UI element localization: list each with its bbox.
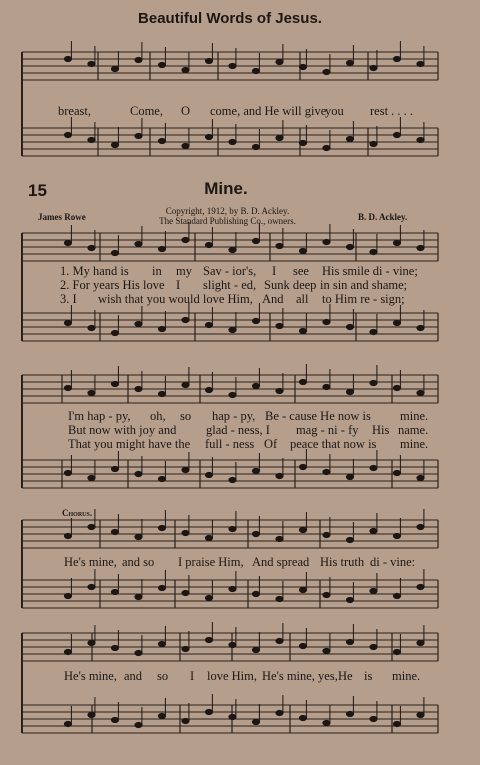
note-head — [182, 237, 189, 242]
note-head — [158, 138, 165, 143]
note-head — [393, 240, 400, 245]
note-head — [299, 248, 306, 253]
note-head — [393, 721, 400, 726]
note-head — [323, 239, 330, 244]
note-head — [393, 533, 400, 538]
note-head — [135, 241, 142, 246]
note-head — [276, 388, 283, 393]
note-head — [111, 330, 118, 335]
note-head — [346, 474, 353, 479]
note-head — [135, 57, 142, 62]
author: James Rowe — [38, 212, 86, 222]
note-head — [393, 320, 400, 325]
note-head — [135, 650, 142, 655]
note-head — [393, 132, 400, 137]
note-head — [205, 535, 212, 540]
note-head — [346, 711, 353, 716]
note-head — [111, 142, 118, 147]
note-head — [323, 384, 330, 389]
note-head — [64, 533, 71, 538]
note-head — [88, 524, 95, 529]
hymn-number: 15 — [28, 181, 47, 200]
copyright-line-1: Copyright, 1912, by B. D. Ackley. — [165, 206, 290, 216]
note-head — [64, 320, 71, 325]
note-head — [323, 532, 330, 537]
note-head — [346, 597, 353, 602]
note-head — [299, 464, 306, 469]
previous-lyric-6: rest . . . . — [370, 104, 414, 118]
note-head — [64, 240, 71, 245]
chorus-label: Chorus. — [62, 508, 93, 518]
note-head — [393, 470, 400, 475]
note-head — [205, 709, 212, 714]
note-head — [417, 390, 424, 395]
note-head — [417, 245, 424, 250]
note-head — [182, 317, 189, 322]
note-head — [299, 715, 306, 720]
note-head — [346, 60, 353, 65]
note-head — [135, 722, 142, 727]
note-head — [111, 717, 118, 722]
note-head — [88, 245, 95, 250]
composer: B. D. Ackley. — [358, 212, 408, 222]
note-head — [346, 324, 353, 329]
note-head — [393, 649, 400, 654]
note-head — [417, 524, 424, 529]
note-head — [370, 380, 377, 385]
note-head — [252, 318, 259, 323]
note-head — [252, 144, 259, 149]
note-head — [299, 140, 306, 145]
note-head — [252, 647, 259, 652]
note-head — [229, 63, 236, 68]
note-head — [135, 386, 142, 391]
note-head — [276, 59, 283, 64]
note-head — [88, 640, 95, 645]
note-head — [158, 326, 165, 331]
previous-lyric-1: breast, — [58, 104, 91, 118]
note-head — [158, 713, 165, 718]
note-head — [252, 719, 259, 724]
note-head — [64, 721, 71, 726]
note-head — [417, 712, 424, 717]
note-head — [135, 534, 142, 539]
note-head — [205, 242, 212, 247]
note-head — [205, 637, 212, 642]
note-head — [182, 646, 189, 651]
note-head — [64, 593, 71, 598]
note-head — [229, 714, 236, 719]
note-head — [111, 529, 118, 534]
note-head — [346, 136, 353, 141]
note-head — [323, 145, 330, 150]
note-head — [229, 477, 236, 482]
note-head — [229, 642, 236, 647]
hymn-title: Mine. — [204, 179, 248, 198]
note-head — [135, 594, 142, 599]
note-head — [205, 595, 212, 600]
note-head — [252, 238, 259, 243]
note-head — [88, 712, 95, 717]
note-head — [276, 710, 283, 715]
note-head — [111, 66, 118, 71]
previous-hymn-title: Beautiful Words of Jesus. — [138, 10, 322, 27]
note-head — [370, 528, 377, 533]
note-head — [346, 389, 353, 394]
note-head — [64, 56, 71, 61]
note-head — [370, 65, 377, 70]
note-head — [158, 391, 165, 396]
note-head — [252, 468, 259, 473]
note-head — [276, 473, 283, 478]
note-head — [229, 392, 236, 397]
note-head — [64, 132, 71, 137]
note-head — [276, 323, 283, 328]
note-head — [299, 527, 306, 532]
note-head — [323, 319, 330, 324]
note-head — [111, 466, 118, 471]
note-head — [158, 585, 165, 590]
note-head — [64, 649, 71, 654]
note-head — [417, 325, 424, 330]
note-head — [370, 141, 377, 146]
note-head — [111, 589, 118, 594]
note-head — [229, 327, 236, 332]
note-head — [370, 644, 377, 649]
note-head — [205, 322, 212, 327]
note-head — [276, 243, 283, 248]
note-head — [417, 61, 424, 66]
note-head — [417, 640, 424, 645]
note-head — [323, 69, 330, 74]
note-head — [299, 379, 306, 384]
note-head — [370, 329, 377, 334]
note-head — [393, 385, 400, 390]
note-head — [88, 137, 95, 142]
note-head — [252, 383, 259, 388]
note-head — [323, 469, 330, 474]
note-head — [229, 247, 236, 252]
note-head — [88, 325, 95, 330]
note-head — [370, 465, 377, 470]
note-head — [276, 536, 283, 541]
note-head — [323, 720, 330, 725]
note-head — [299, 643, 306, 648]
note-head — [299, 64, 306, 69]
note-head — [346, 639, 353, 644]
note-head — [299, 328, 306, 333]
copyright-line-2: The Standard Publishing Co., owners. — [159, 216, 296, 226]
note-head — [417, 584, 424, 589]
note-head — [205, 134, 212, 139]
note-head — [135, 133, 142, 138]
previous-lyric-4: come, and He will give — [210, 104, 327, 118]
previous-lyric-5: you — [325, 104, 344, 118]
note-head — [158, 525, 165, 530]
note-head — [205, 58, 212, 63]
note-head — [158, 62, 165, 67]
note-head — [323, 592, 330, 597]
note-head — [182, 67, 189, 72]
note-head — [205, 472, 212, 477]
note-head — [393, 56, 400, 61]
previous-lyric-2: Come, — [130, 104, 163, 118]
note-head — [229, 139, 236, 144]
note-head — [346, 244, 353, 249]
note-head — [252, 531, 259, 536]
note-head — [346, 537, 353, 542]
note-head — [88, 390, 95, 395]
note-head — [182, 382, 189, 387]
note-head — [88, 584, 95, 589]
note-head — [252, 591, 259, 596]
note-head — [182, 590, 189, 595]
note-head — [64, 470, 71, 475]
note-head — [229, 586, 236, 591]
note-head — [323, 648, 330, 653]
note-head — [158, 641, 165, 646]
note-head — [182, 530, 189, 535]
note-head — [205, 387, 212, 392]
note-head — [276, 596, 283, 601]
note-head — [370, 716, 377, 721]
note-head — [370, 249, 377, 254]
note-head — [88, 61, 95, 66]
previous-lyric-3: O — [181, 104, 191, 118]
note-head — [393, 593, 400, 598]
note-head — [370, 588, 377, 593]
note-head — [182, 718, 189, 723]
note-head — [111, 381, 118, 386]
note-head — [276, 638, 283, 643]
note-head — [88, 475, 95, 480]
note-head — [299, 587, 306, 592]
note-head — [417, 137, 424, 142]
note-head — [111, 250, 118, 255]
note-head — [417, 475, 424, 480]
note-head — [135, 471, 142, 476]
note-head — [158, 476, 165, 481]
note-head — [111, 645, 118, 650]
note-head — [252, 68, 259, 73]
note-head — [158, 246, 165, 251]
note-head — [182, 143, 189, 148]
note-head — [135, 321, 142, 326]
note-head — [276, 135, 283, 140]
note-head — [229, 526, 236, 531]
note-head — [64, 385, 71, 390]
note-head — [182, 467, 189, 472]
